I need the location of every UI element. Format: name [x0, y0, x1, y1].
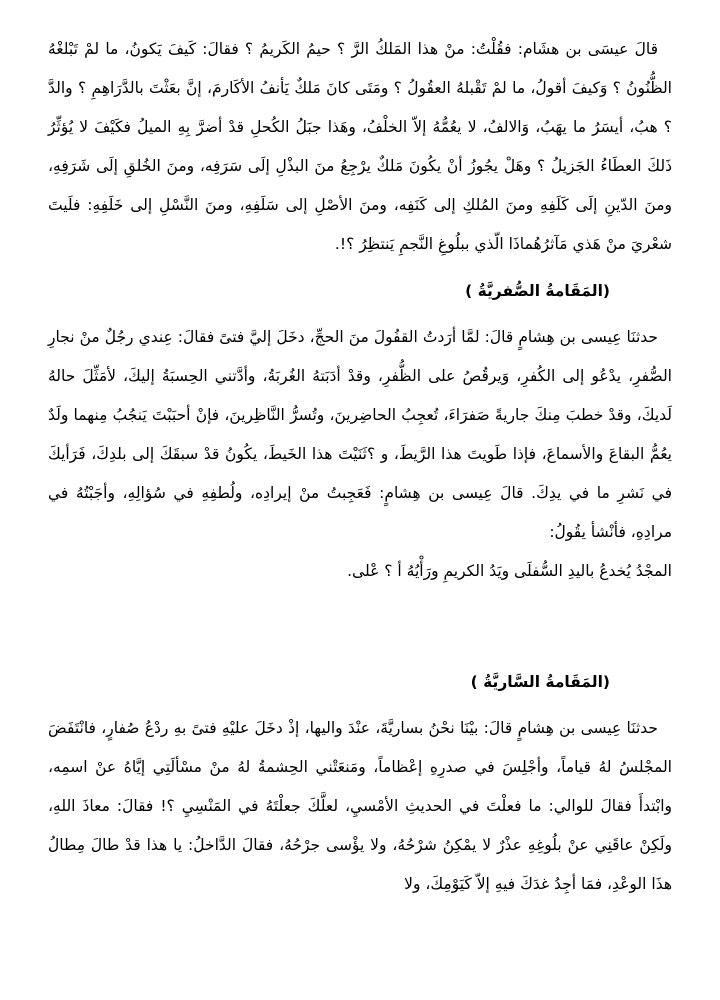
document-page — [48, 30, 672, 904]
sufriyya-paragraph: حدثنَا عِيسى بن هِشامٍ قالَ: لمَّا أرَدتُ القفُولَ منَ الحجِّ، دخَلَ إليَّ فتىً فقالَ: عِندي رجُلٌ منْ نجارِ الصُّفرِ، يدْعُو إلى الكُفرِ، وَيرقُصُ على الظُّفرِ، وقدْ أدَبَتهُ الغُربَةُ، وأدَّتني الحِسبَةُ إليكَ، لأمَثِّلَ حالهُ لَديكَ، وقدْ خطبَ مِنكَ جاريةً صَفرَاءَ، تُعجِبُ الحاضِرينَ، وتُسرُّ النَّاظِرينَ، فإنْ أحبَبْتَ يَنجُبُ مِنهما ولَدٌ يعُمُّ البقاعَ والأسماعَ، فإذا طَويتَ هذا الرَّيطَ، و ؟ثَنَيْتَ هذا الخَيطَ، يكُونُ قدْ سبقَكَ إلى بلدِكَ، فَرَأيكَ في نَشرِ ما في يدِكَ. قالَ عِيسى بن هِشامٍ: فَعَجِبتُ منْ إيرادِه، ولُطفِهِ في سُؤالِهِ، وأجَبْتُهُ في مرادِهِ، فأنْشأ يقُولُ: — [48, 328, 672, 541]
section-heading-sufriyya: (المَقَامةُ الصُّفريَّةُ ) — [465, 282, 610, 300]
intro-paragraph: قالَ عيسَى بن هشَام: فقُلْتُ: منْ هذا المَلكُ الرَّ ؟ حيمُ الكَريمُ ؟ فقالَ: كَيفَ يَكونُ، ما لمْ تَبْلغْهُ الظُّنُونُ ؟ وَكيفَ أقولُ، ما لمْ تَقْبلهُ العقُولُ ؟ ومَتَى كانَ مَلكٌ يَأنفُ الأكَارمَ، إنَّ بعَثْتَ بالدَّرَاهِمِ ؟ والدَّ ؟ هبُ، أيسَرُ ما يهَبُ، وَالالفُ، لا يعُمُّهُ إلاّ الخلْفُ، وهَذا جبَلُ الكُحلِ قدْ أضرَّ بِهِ الميلُ فكَيْفَ لا يُؤثِّرُ ذَلكَ العطَاءُ الجَزيلُ ؟ وهَلْ يجُوزُ أنْ يكُونَ مَلكٌ يرْجِعُ منَ البذْلِ إلَى سَرَفِه، ومنَ الخُلقِ إلَى شَرَفِهِ، ومنَ الدّينِ إلَى كَلَفِهِ ومنَ المُلكِ إلى كَنَفِه، ومنَ الأصْلِ إلى سَلَفِهِ، ومنَ النَّسْلِ إلى خَلَفِهِ: فلَيتَ شعْريَ منْ هَذي مَآثرُهُماذَا الّذي ببلُوغِ النَّجمِ يَنتظِرُ ؟!. — [48, 40, 672, 253]
sufriyya-verse: المجْدُ يُخدعُ باليدِ السُّفلَى ويَدُ الكريمِ ورَأْيُهُ أ ؟ عْلى. — [347, 562, 672, 580]
sariyya-paragraph: حدثنَا عِيسى بن هِشامٍ قالَ: بيْنَا نحْنُ بساريَّةَ، عنْدَ واليها، إذْ دخَلَ عليْهِ فتىً بهِ ردْعُ صُفارٍ، فانْتَفَضَ المجْلسُ لهُ قياماً، وأجْلِسَ في صدرِهِ إعْظاماً، ومَنعَتْني الحِشمةُ لهُ منْ مسْألَتِي إيَّاهُ عنْ اسمِه، وابْتدأَ فقالَ للوالي: ما فعلْتَ في الحديثِ الأمْسيِ، لعلَّكَ جعلْتَهُ في المَنْسِيِ ؟! فقالَ: معاذَ اللهِ، ولَكِنْ عاقَنِي عنْ بلُوغِهِ عذْرٌ لا يمْكِنُ شرْحُهُ، ولا يؤْسى جرْحُهُ، فقالَ الدَّاخلُ: يا هذا قدْ طالَ مِطالُ هذَا الوعْدِ، فمَا أجِدُ غدَكَ فيهِ إلاّ كَيَوْمِكَ، ولا — [48, 719, 672, 893]
section-heading-sariyya: (المَقَامةُ السَّاريَّةُ ) — [470, 673, 610, 691]
